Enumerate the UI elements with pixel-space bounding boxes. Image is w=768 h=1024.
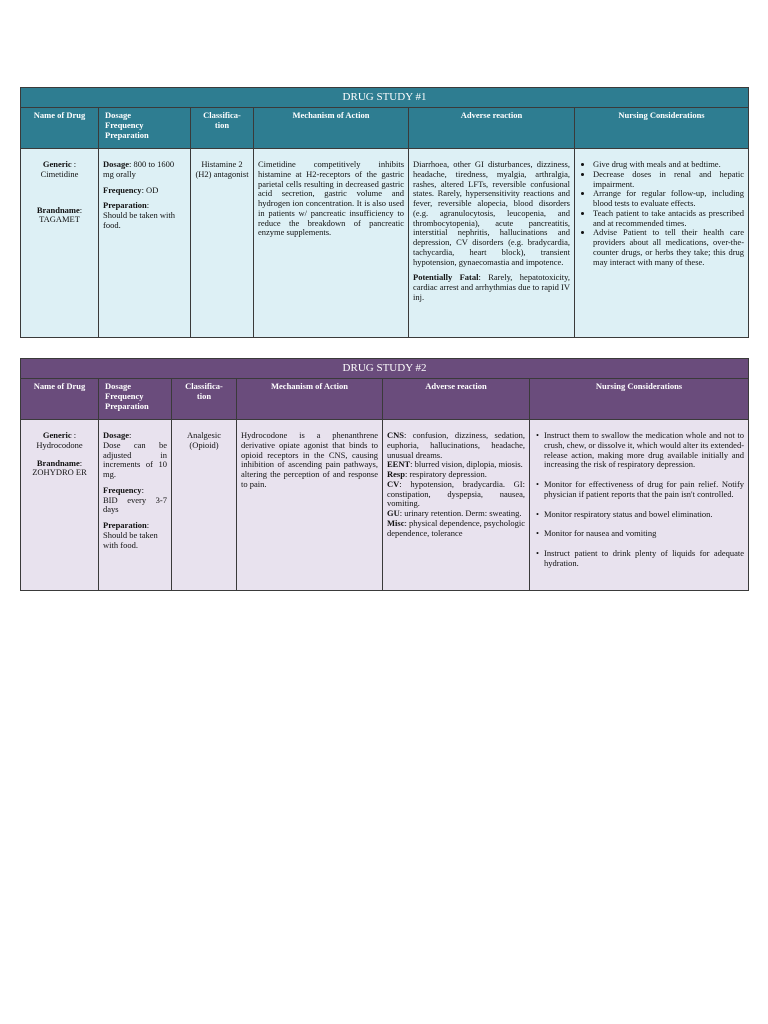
adverse-cell <box>383 420 530 591</box>
adverse-item: CV: hypotension, bradycardia. GI: constipation, dyspepsia, nausea, vomiting. <box>387 478 525 509</box>
list-item: • Decrease doses in renal and hepatic impairment. <box>593 170 744 190</box>
dosage-label: Dosage <box>103 159 129 169</box>
classification-value: Analgesic (Opioid) <box>187 430 221 450</box>
dosage-value: Dose can be adjusted in increments of 10 mg. <box>103 439 167 480</box>
header-dosage: Dosage Frequency Preparation <box>99 108 191 149</box>
mechanism-cell <box>237 420 383 591</box>
mechanism-value: Hydrocodone is a phenanthrene derivative opiate agonist that binds to opioid receptors in the CNS, causing inhibition of ascending pain pathways, altering the perception of and response to pain. <box>241 430 378 489</box>
header-adverse: Adverse reaction <box>409 108 575 149</box>
mechanism-value: Cimetidine competitively inhibits histamine at H2-receptors of the gastric parietal cells resulting in decreased gastric acid secretion, gastric volume and hydrogen ion concentration. It is also used in patients w/ pancreatic insufficiency to reduce the breakdown of pancreatic enzyme supplements. <box>258 159 404 238</box>
dosage-value: : 800 to 1600 mg orally <box>103 159 175 179</box>
adverse-value: Diarrhoea, other GI disturbances, dizziness, headache, tiredness, myalgia, arthralgia, rashes, altered LFTs, reversible confusional states. Rarely, hypersensitivity reactions and fever, reversible alopecia, blood disorders (e.g. agranulocytosis, leucopenia, and thrombocytopenia), acute pancreatitis, interstitial nephritis, hallucinations and depression, CV disorders (e.g. bradycardia, tachycardia, heart block), transient hypotension, gynaecomastia and impotence. <box>413 159 570 267</box>
generic-label: Generic <box>42 159 72 169</box>
header-mechanism: Mechanism of Action <box>237 379 383 420</box>
header-dosage: Dosage Frequency Preparation <box>99 379 172 420</box>
dosage-cell: Dosage: Dose can be adjusted in increments of 10 mg. Frequency: BID every 3-7 days Preparation: Should be taken with food. <box>99 420 172 591</box>
header-name-of-drug: Name of Drug <box>21 108 99 149</box>
list-item: • Arrange for regular follow-up, including blood tests to evaluate effects. <box>593 189 744 209</box>
adverse-item: Resp: respiratory depression. <box>387 469 487 480</box>
list-item: • Monitor for nausea and vomiting <box>544 529 744 539</box>
generic-label: Generic <box>42 430 72 440</box>
list-item: • Advise Patient to tell their health care providers about all medications, over-the-counter drugs, or herbs they take; this drug may interact with many of these. <box>593 228 744 267</box>
drug-study-2-table <box>20 358 749 591</box>
brand-value: ZOHYDRO ER <box>32 467 87 478</box>
list-item: • Instruct patient to drink plenty of liquids for adequate hydration. <box>544 549 744 569</box>
header-mechanism: Mechanism of Action <box>254 108 409 149</box>
nursing-list <box>579 160 744 267</box>
adverse-item: GU: urinary retention. Derm: sweating. <box>387 508 522 519</box>
list-item: • Give drug with meals and at bedtime. <box>593 160 744 170</box>
drug-name-cell: Generic : Hydrocodone Brandname: ZOHYDRO ER <box>21 420 99 591</box>
classification-cell <box>191 149 254 338</box>
adverse-item: Misc: physical dependence, psychologic dependence, tolerance <box>387 517 525 538</box>
header-adverse: Adverse reaction <box>383 379 530 420</box>
dosage-cell: Dosage: 800 to 1600 mg orally Frequency: OD Preparation: Should be taken with food. <box>99 149 191 338</box>
frequency-value: : OD <box>141 184 159 195</box>
preparation-value: Should be taken with food. <box>103 529 158 550</box>
list-item: • Teach patient to take antacids as prescribed and at recommended times. <box>593 209 744 229</box>
nursing-cell <box>575 149 749 338</box>
adverse-item: EENT: blurred vision, diplopia, miosis. <box>387 459 523 470</box>
dosage-label: Dosage <box>103 430 129 440</box>
study-title: DRUG STUDY #2 <box>21 359 749 379</box>
drug-name-cell: Generic : Cimetidine Brandname: TAGAMET <box>21 149 99 338</box>
mechanism-cell <box>254 149 409 338</box>
brand-label: Brandname <box>36 204 80 215</box>
header-classification: Classifica- tion <box>191 108 254 149</box>
preparation-value: Should be taken with food. <box>103 210 176 230</box>
study-title: DRUG STUDY #1 <box>21 88 749 108</box>
nursing-cell <box>530 420 749 591</box>
generic-value: Cimetidine <box>40 168 79 179</box>
nursing-list <box>534 431 744 569</box>
brand-label: Brandname <box>36 457 80 468</box>
list-item: • Monitor respiratory status and bowel elimination. <box>544 510 744 520</box>
preparation-label: Preparation <box>103 520 147 531</box>
header-nursing: Nursing Considerations <box>530 379 749 420</box>
adverse-cell <box>409 149 575 338</box>
list-item: • Monitor for effectiveness of drug for pain relief. Notify physician if patient reports that the pain isn't controlled. <box>544 480 744 500</box>
frequency-label: Frequency <box>103 484 142 495</box>
header-name-of-drug: Name of Drug <box>21 379 99 420</box>
fatal-value: : Rarely, hepatotoxicity, cardiac arrest and arrhythmias due to rapid IV inj. <box>413 272 570 302</box>
frequency-label: Frequency <box>103 184 142 195</box>
brand-value: TAGAMET <box>39 214 80 225</box>
classification-cell <box>172 420 237 591</box>
header-classification: Classifica- tion <box>172 379 237 420</box>
header-nursing: Nursing Considerations <box>575 108 749 149</box>
classification-value: Histamine 2 (H2) antagonist <box>195 159 249 179</box>
list-item: • Instruct them to swallow the medication whole and not to crush, chew, or dissolve it, which would alter its extended-release action, making more drug available initially and increasing the risk of respiratory depression. <box>544 431 744 470</box>
generic-value: Hydrocodone <box>36 439 83 450</box>
drug-study-1-table <box>20 87 749 338</box>
preparation-label: Preparation <box>103 200 147 211</box>
adverse-item: CNS: confusion, dizziness, sedation, euphoria, hallucinations, headache, unusual dreams. <box>387 430 525 460</box>
fatal-label: Potentially Fatal <box>413 272 479 283</box>
frequency-value: BID every 3-7 days <box>103 494 167 515</box>
